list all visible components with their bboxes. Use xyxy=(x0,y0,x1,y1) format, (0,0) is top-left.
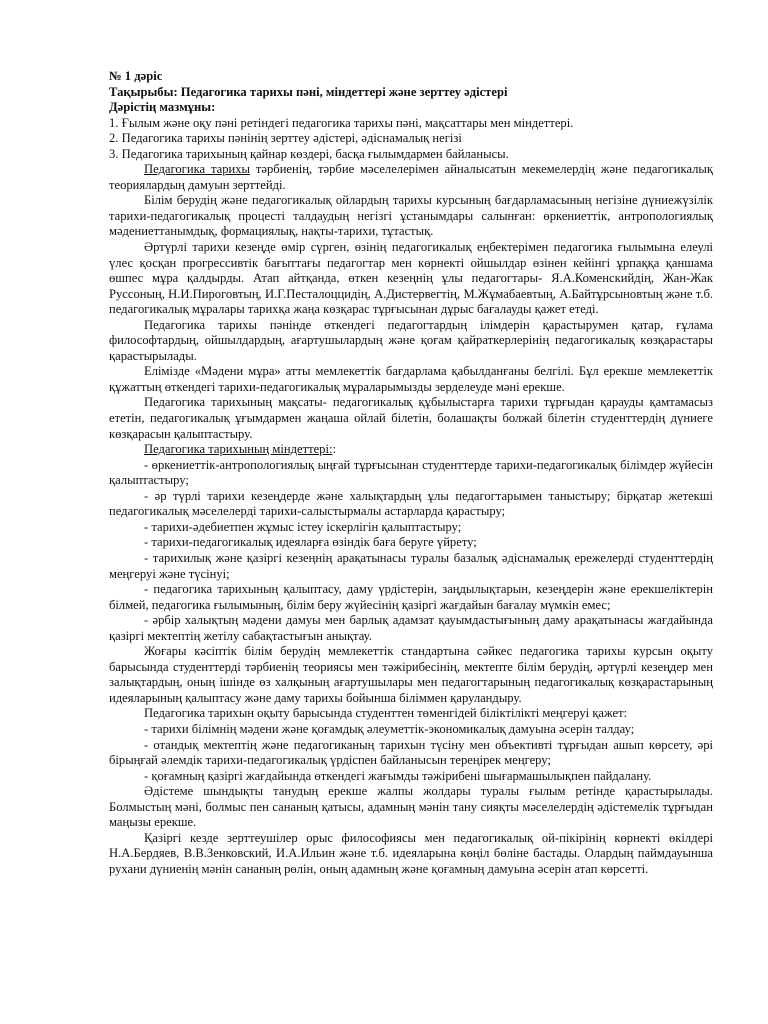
task-item: - әрбір халықтың мәдени дамуы мен барлық адамзат қауымдастығының даму арақатынасы жағдайында қазіргі мектептің жетілу сабақтастығын анықтау. xyxy=(109,613,713,643)
task-item: - тарихи-педагогикалық идеяларға өзіндік баға беруге үйрету; xyxy=(144,535,477,550)
body-paragraph: Білім берудің және педагогикалық ойлардың тарихы курсының бағдарламасының негізіне дүниежүзілік тарихи-педагогикалық процесті талдаудың негізгі ұстанымдары салынған: өркениеттік, антропологиялық мәдениеттанымдық, формациялық, нақты-тарихи, тұтастық. xyxy=(109,193,713,239)
task-item: - педагогика тарихының қалыптасу, даму үрдістерін, заңдылықтарын, кезеңдерін және ерекшеліктерін білмей, педагогика ғылымының, білім беру жүйесінің қазіргі жағдайын бағалау мүмкін емес; xyxy=(109,582,713,612)
body-paragraph: Әртүрлі тарихи кезеңде өмір сүрген, өзінің педагогикалық еңбектерімен педагогика ғылымына елеулі үлес қосқан прогрессивтік бағыттағы педагогтар мен көрнекті ойшылдар өзінен кейінгі ұрпаққа қаншама өшпес мұра қалдырды. Атап айтқанда, өткен кезеңнің ұлы педагогтары- Я.А.Коменскийдің, Жан-Жак Руссоның, Н.И.Пироговтың, И.Г.Песталоццидің, А.Дистервегтің, М.Жұмабаевтың, А.Байтұрсыновтың және т.б. педагогикалық мұралары тарихқа жаңа көзқарас тұрғысынан дұрыс бағалауды қажет етеді. xyxy=(109,240,713,317)
intro-paragraph xyxy=(109,162,713,193)
document-page xyxy=(109,69,713,877)
competence-item: - отандық мектептің және педагогиканың тарихын түсіну мен объективті тұрғыдан ашып көрсету, әрі бірыңғай әлемдік тарихи-педагогикалық үрдіспен байланысын тереңірек меңгеру; xyxy=(109,737,713,768)
task-item: - тарихи-әдебиетпен жұмыс істеу іскерлігін қалыптастыру; xyxy=(144,519,462,534)
closing-paragraph: Әдістеме шындықты танудың ерекше жалпы жолдары туралы ғылым ретінде қарастырылады. Болмыстың мәні, болмыс пен сананың қатысы, адамның мәнін тану сияқты мәселелердің әдістемелік тұрғыдан маңызы ерекше. xyxy=(109,784,713,830)
tasks-heading: Педагогика тарихының міндеттері: xyxy=(144,442,333,457)
body-paragraph: Елімізде «Мәдени мұра» атты мемлекеттік бағдарлама қабылданғаны белгілі. Бұл ерекше мемлекеттік құжаттың өткендегі тарихи-педагогикалық мұраларымызды зерделеуде мәні ерекше. xyxy=(109,364,713,394)
lecture-number: № 1 дәріс xyxy=(109,69,163,83)
task-item: - әр түрлі тарихи кезеңдерде және халықтардың ұлы педагогтарымен таныстыру; бірқатар жетекші педагогикалық мәселелерді тарихи-салыстырмалы астарларда қарастыру; xyxy=(109,488,713,519)
lecture-topic: Тақырыбы: Педагогика тарихы пәні, міндеттері және зерттеу әдістері xyxy=(109,84,508,99)
task-item: - өркениеттік-антропологиялық ыңғай тұрғысынан студенттерде тарихи-педагогикалық білімдер жүйесін қалыптастыру; xyxy=(109,457,713,488)
outline-item: 3. Педагогика тарихының қайнар көздері, басқа ғылымдармен байланысы. xyxy=(109,146,509,161)
intro-term: Педагогика тарихы xyxy=(144,162,251,177)
competence-item: - тарихи білімнің мәдени және қоғамдық әлеуметтік-экономикалық дамуына әсерін талдау; xyxy=(144,721,635,736)
standard-paragraph: Жоғары кәсіптік білім берудің мемлекеттік стандартына сәйкес педагогика тарихы курсын оқыту барысында студенттерді тәрбиенің теориясы мен тәжірибесінің, мектепте білім берудің, әртүрлі кезеңдер мен залықтардың, оның ішінде өз халқының ағартушылары мен педагогтарының педагогикалық көзқарастарының идеяларының қалыптасу және даму тарихы бойынша біліммен қаруландыру. xyxy=(109,644,713,705)
intro-rest: тәрбиенің, тәрбие мәселелерімен айналысатын мекемелердің және педагогикалық теориялардың дамуын зерттейді. xyxy=(109,162,714,192)
body-paragraph: Педагогика тарихының мақсаты- педагогикалық құбылыстарға тарихи тұрғыдан қарауды қамтамасыз ететін, педагогикалық ұғымдармен жаңаша ойлай білетін, болашақты болжай білетін студенттердің дүниеге көзқарасын қалыптастыру. xyxy=(109,395,713,441)
closing-paragraph: Қазіргі кезде зерттеушілер орыс философиясы мен педагогикалық ой-пікірінің көрнекті өкілдері Н.А.Бердяев, В.В.Зенковский, И.А.Ильин және т.б. идеяларына көңіл бөліне бастады. Олардың паймдауынша рухани дүниенің мәнін сананың рөлін, оның адамның және қоғамның дамуына әсерін атап көрсетті. xyxy=(109,830,713,876)
outline-item: 1. Ғылым және оқу пәні ретіндегі педагогика тарихы пәні, мақсаттары мен міндеттері. xyxy=(109,115,574,130)
contents-label: Дәрістің мазмұны: xyxy=(109,100,216,115)
competence-item: - қоғамның қазіргі жағдайында өткендегі жағымды тәжірибені шығармашылықпен пайдалану. xyxy=(144,768,652,783)
tasks-heading-suffix: : xyxy=(332,442,336,457)
task-item: - тарихилық және қазіргі кезеңнің арақатынасы туралы базалық әдіснамалық ережелерді студенттердің меңгеруі және түсінуі; xyxy=(109,550,713,581)
competence-lead: Педагогика тарихын оқыту барысында студенттен төменгідей біліктілікті меңгеруі қажет: xyxy=(144,706,628,721)
tasks-heading-line xyxy=(109,442,713,458)
body-paragraph: Педагогика тарихы пәнінде өткендегі педагогтардың ілімдерін қарастырумен қатар, ғұлама философтардың, ойшылдардың, ағартушылардың және қоғам қайраткерлерінің педагогикалық көзқарастары қарастырылады. xyxy=(109,317,713,363)
outline-item: 2. Педагогика тарихы пәнінің зерттеу әдістері, әдіснамалық негізі xyxy=(109,131,462,146)
